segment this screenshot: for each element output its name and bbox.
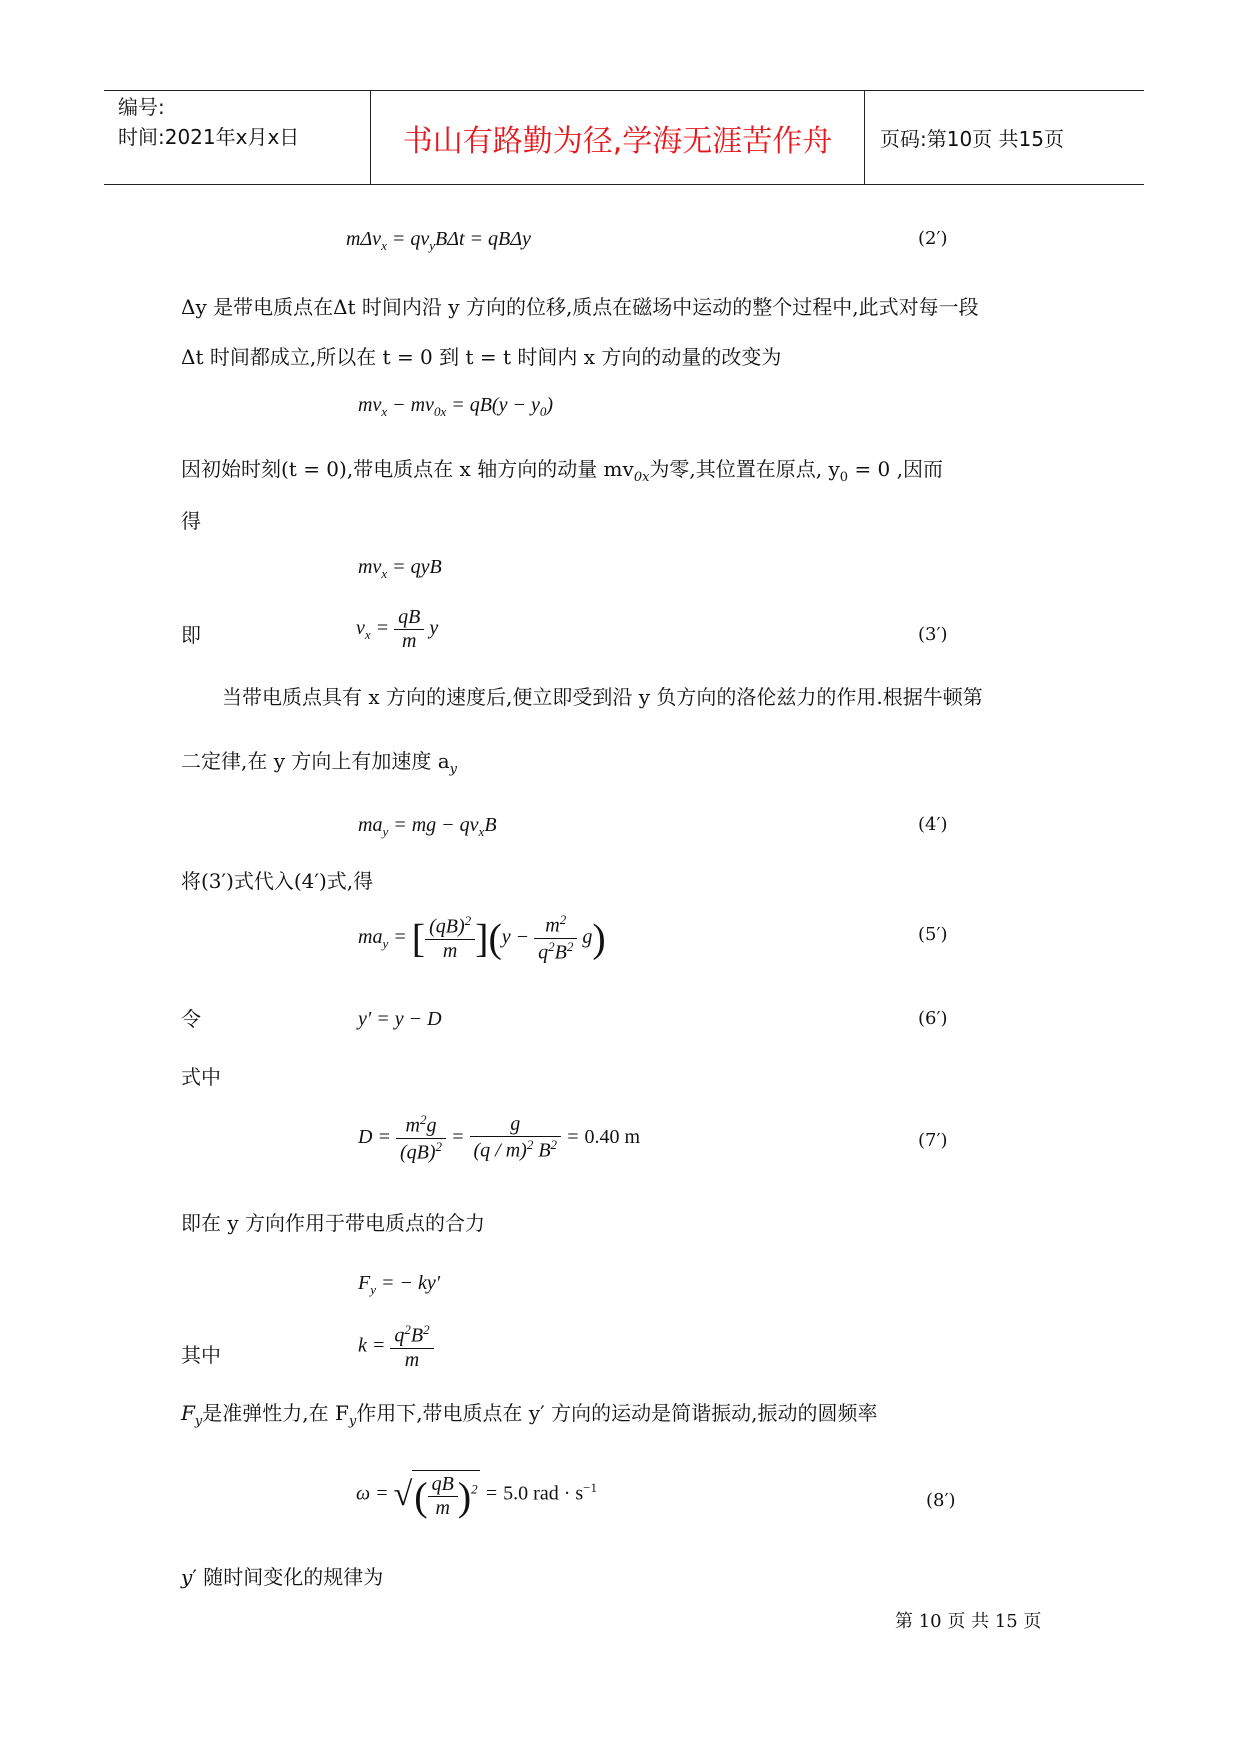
paragraph: 即在 y 方向作用于带电质点的合力 [181,1211,486,1235]
label-qizhong: 其中 [181,1343,221,1367]
paragraph: 因初始时刻(t = 0),带电质点在 x 轴方向的动量 $mv_{0x}$为零,其位置在原点, $y_0 = 0$ ,因而 [181,457,943,485]
equation-force: $F_y$ = − ky′ [358,1272,441,1297]
equation-k: k = $\frac{q^2B^2}{m}$ [358,1322,434,1372]
equation-number: (5′) [918,924,948,945]
equation-2: $m\Delta v_x = qv_yB\Delta t = qB\Delta y$ [346,228,531,253]
paragraph: 当带电质点具有 x 方向的速度后,便立即受到沿 y 负方向的洛伦兹力的作用.根据牛顿第 [222,685,983,709]
equation-4: $ma_y$ = mg − $qv_xB$ [358,814,497,839]
paragraph: 二定律,在 y 方向上有加速度 $a_y$ [181,749,458,777]
omega-value: 5.0 rad · s [503,1482,584,1505]
equation-7: D = $\frac{m^2g}{(qB)^2}$ = $\frac{g}{(q / m)^2 B^2}$ = 0.40 m [358,1112,641,1164]
label-ling: 令 [181,1007,201,1031]
page-header [104,90,1144,185]
paragraph: 将(3′)式代入(4′)式,得 [181,869,374,893]
serial-label: 编号: [118,95,165,119]
page-counter: 页码:第10页 共15页 [880,127,1064,151]
paragraph: Δt 时间都成立,所以在 t = 0 到 t = t 时间内 x 方向的动量的改变为 [181,345,782,369]
motto: 书山有路勤为径,学海无涯苦作舟 [371,91,865,184]
equation-number: (7′) [918,1130,948,1151]
equation-number: (4′) [918,814,948,835]
paragraph: $F_y$是准弹性力,在 $F_y$作用下,带电质点在 y′ 方向的运动是简谐振动,振动的圆频率 [181,1401,878,1429]
equation-6: y′ = y − D [358,1008,442,1030]
time-label: 时间:2021年x月x日 [118,125,300,149]
equation-number: (8′) [926,1490,956,1511]
d-value: 0.40 m [584,1125,641,1148]
equation-3: $v_x$ = $\frac{qB}{m}$ y [356,606,439,652]
equation-momentum-change: $mv_x - mv_{0x} = qB(y - y_0)$ [358,394,554,419]
equation-number: (2′) [918,228,948,249]
paragraph: y′ 随时间变化的规律为 [181,1565,384,1589]
page-footer: 第 10 页 共 15 页 [895,1611,1042,1632]
label-shizhong: 式中 [181,1065,221,1089]
equation-number: (3′) [918,624,948,645]
label-ji: 即 [181,623,201,647]
equation-number: (6′) [918,1008,948,1029]
paragraph: 得 [181,509,201,533]
header-left-cell [104,91,371,184]
equation-8: ω = √( $\frac{qB}{m}$ )$^2$ = 5.0 rad · $s^{-1}$ [356,1470,597,1520]
equation-momentum: $mv_x$ = qyB [358,556,442,581]
paragraph: Δy 是带电质点在Δt 时间内沿 y 方向的位移,质点在磁场中运动的整个过程中,此式对每一段 [181,295,979,319]
equation-5: $ma_y$ = [ $\frac{(qB)^2}{m}$ ](y − $\frac{m^2}{q^2B^2}$ g) [358,912,606,964]
